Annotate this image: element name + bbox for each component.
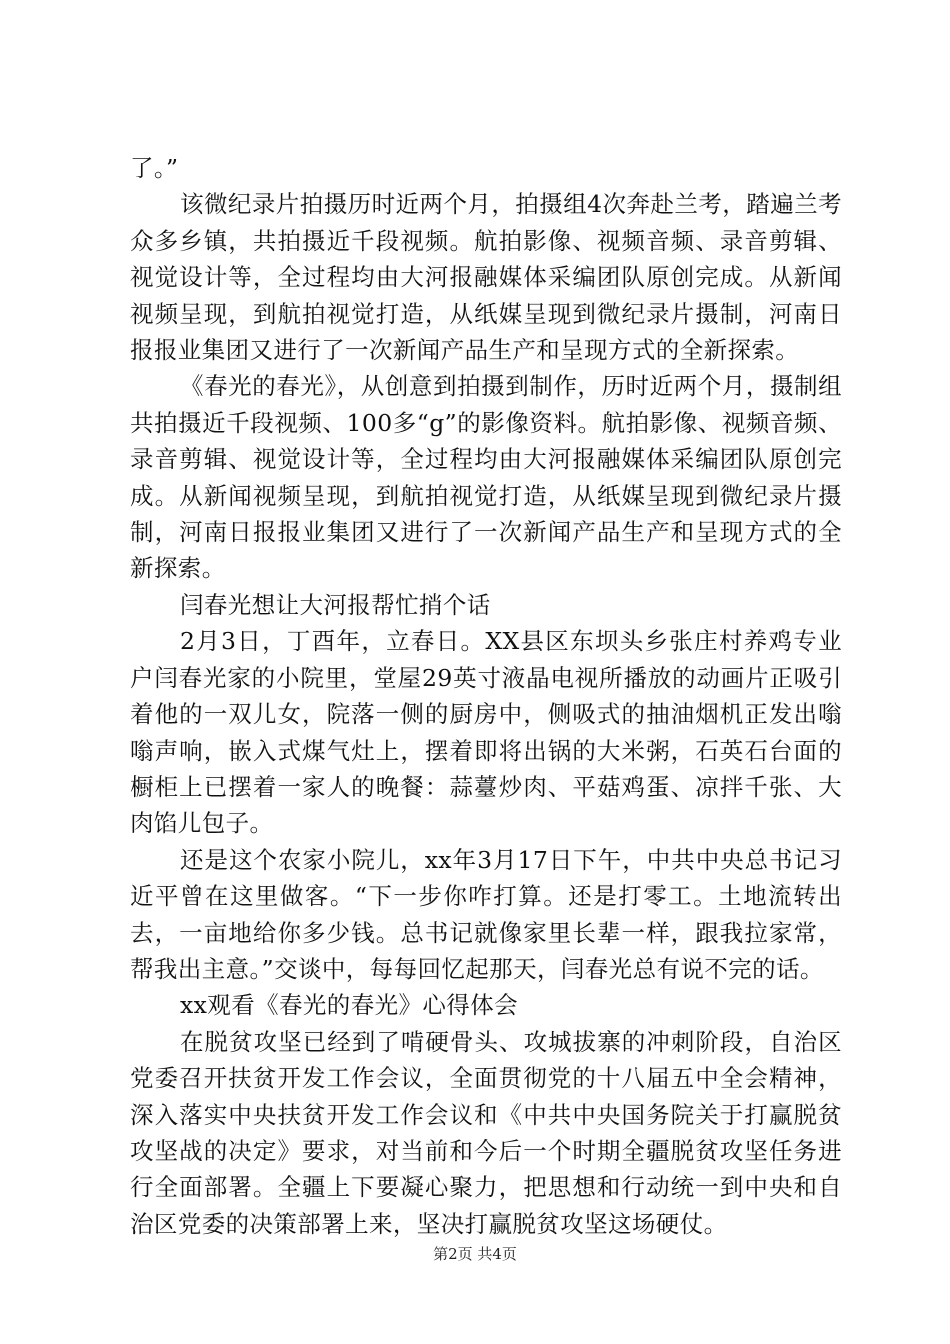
paragraph-spring-light: 《春光的春光》，从创意到拍摄到制作，历时近两个月，摄制组共拍摄近千段视频、100多“g”的影像资料。航拍影像、视频音频、录音剪辑、视觉设计等，全过程均由大河报融媒体采编团队原创完成。从新闻视频呈现，到航拍视觉打造，从纸媒呈现到微纪录片摄制，河南日报报业集团又进行了一次新闻产品生产和呈现方式的全新探索。 (130, 372, 842, 583)
paragraph-continuation: 了。” (130, 154, 179, 182)
section-heading-yan-chunguang: 闫春光想让大河报帮忙捎个话 (180, 590, 491, 619)
document-body (130, 150, 842, 1242)
section-heading-reflection: xx观看《春光的春光》心得体会 (180, 991, 519, 1020)
paragraph-documentary-intro: 该微纪录片拍摄历时近两个月，拍摄组4次奔赴兰考，踏遍兰考众多乡镇，共拍摄近千段视频。航拍影像、视频音频、录音剪辑、视觉设计等，全过程均由大河报融媒体采编团队原创完成。从新闻视频呈现，到航拍视觉打造，从纸媒呈现到微纪录片摄制，河南日报报业集团又进行了一次新闻产品生产和呈现方式的全新探索。 (130, 190, 842, 365)
page-footer: 第2页 共4页 (433, 1245, 517, 1263)
paragraph-feb-3: 2月3日，丁酉年，立春日。XX县区东坝头乡张庄村养鸡专业户闫春光家的小院里，堂屋29英寸液晶电视所播放的动画片正吸引着他的一双儿女，院落一侧的厨房中，侧吸式的抽油烟机正发出嗡嗡声响，嵌入式煤气灶上，摆着即将出锅的大米粥，石英石台面的橱柜上已摆着一家人的晚餐：蒜薹炒肉、平菇鸡蛋、凉拌千张、大肉馅儿包子。 (130, 627, 842, 838)
paragraph-poverty-alleviation: 在脱贫攻坚已经到了啃硬骨头、攻城拔寨的冲刺阶段，自治区党委召开扶贫开发工作会议，全面贯彻党的十八届五中全会精神，深入落实中央扶贫开发工作会议和《中共中央国务院关于打赢脱贫攻坚战的决定》要求，对当前和今后一个时期全疆脱贫攻坚任务进行全面部署。全疆上下要凝心聚力，把思想和行动统一到中央和自治区党委的决策部署上来，坚决打赢脱贫攻坚这场硬仗。 (130, 1027, 842, 1238)
paragraph-farm-courtyard: 还是这个农家小院儿，xx年3月17日下午，中共中央总书记习近平曾在这里做客。“下一步你咋打算。还是打零工。土地流转出去，一亩地给你多少钱。总书记就像家里长辈一样，跟我拉家常，帮我出主意。”交谈中，每每回忆起那天，闫春光总有说不完的话。 (130, 845, 842, 983)
